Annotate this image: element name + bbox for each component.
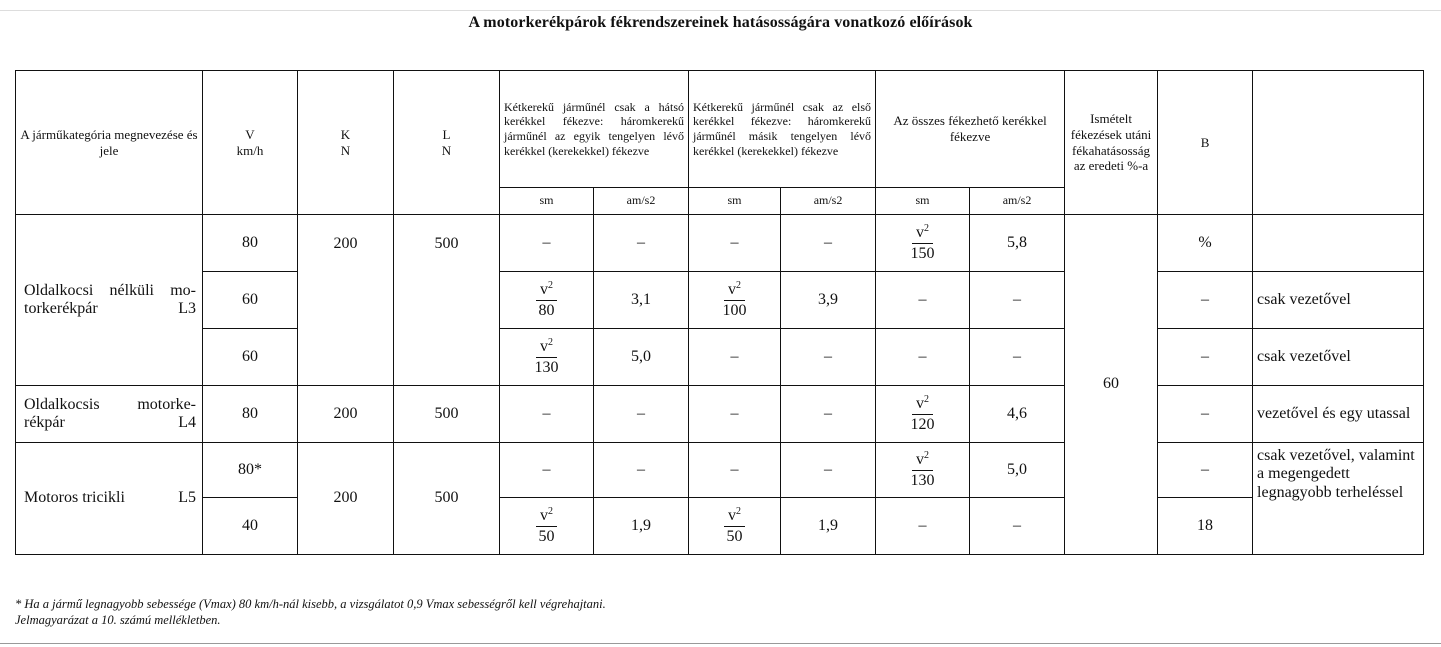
category-l4: Oldalkocsis motorke- rékpár L4 bbox=[16, 386, 203, 443]
sub-sm-rear: sm bbox=[500, 188, 594, 215]
cell-note: csak vezetővel, valamint a megengedett legnagyobb terheléssel bbox=[1253, 443, 1424, 555]
cell-all-am: 5,8 bbox=[970, 215, 1065, 272]
table-row bbox=[16, 443, 1424, 498]
table-row bbox=[16, 215, 1424, 272]
sub-am-rear: am/s2 bbox=[594, 188, 689, 215]
category-l5: Motoros tricikli L5 bbox=[16, 443, 203, 555]
cell-v: 60 bbox=[203, 329, 298, 386]
cell-rear-sm: $\frac{v^2}{80}$ bbox=[500, 272, 594, 329]
cell-front-am: – bbox=[781, 386, 876, 443]
cell-v: 80* bbox=[203, 443, 298, 498]
cell-all-am: – bbox=[970, 329, 1065, 386]
cell-all-am: – bbox=[970, 498, 1065, 555]
cell-rear-am: 5,0 bbox=[594, 329, 689, 386]
cell-front-sm: $\frac{v^2}{50}$ bbox=[689, 498, 781, 555]
cell-rear-am: 1,9 bbox=[594, 498, 689, 555]
top-scan-line bbox=[0, 10, 1441, 11]
cell-all-am: 4,6 bbox=[970, 386, 1065, 443]
cell-k: 200 bbox=[298, 386, 394, 443]
cell-all-sm: $\frac{v^2}{130}$ bbox=[876, 443, 970, 498]
cell-l: 500 bbox=[394, 215, 500, 386]
cell-note bbox=[1253, 215, 1424, 272]
cell-rear-sm: – bbox=[500, 386, 594, 443]
table-row bbox=[16, 498, 1424, 555]
cell-v: 60 bbox=[203, 272, 298, 329]
sub-sm-all: sm bbox=[876, 188, 970, 215]
table-row bbox=[16, 386, 1424, 443]
header-l: L N bbox=[394, 71, 500, 215]
cell-rear-am: – bbox=[594, 215, 689, 272]
footnote-line-1: * Ha a jármű legnagyobb sebessége (Vmax) 80 km/h-nál kisebb, a vizsgálatot 0,9 Vmax sebességről kell végrehajtani. bbox=[15, 597, 606, 611]
footnote-line-2: Jelmagyarázat a 10. számú mellékletben. bbox=[15, 613, 221, 627]
header-repeated: Ismételt fékezések utáni fékahatásosság az eredeti %-a bbox=[1065, 71, 1158, 215]
cell-front-am: – bbox=[781, 215, 876, 272]
cell-v: 80 bbox=[203, 386, 298, 443]
cell-rear-sm: $\frac{v^2}{50}$ bbox=[500, 498, 594, 555]
header-front-brake: Kétkerekű járműnél csak az első kerékkel fékezve: háromkerekű járműnél másik tengelyen lévő kerékkel (kerekekkel) fékezve bbox=[689, 71, 876, 188]
header-k: K N bbox=[298, 71, 394, 215]
header-category: A járműkategória megnevezése és jele bbox=[16, 71, 203, 215]
cell-l: 500 bbox=[394, 443, 500, 555]
header-row bbox=[16, 71, 1424, 188]
cell-front-am: – bbox=[781, 443, 876, 498]
cell-rear-am: – bbox=[594, 443, 689, 498]
category-l3: Oldalkocsi nélküli mo- torkerékpár L3 bbox=[16, 215, 203, 386]
cell-l: 500 bbox=[394, 386, 500, 443]
cell-b: – bbox=[1158, 272, 1253, 329]
cell-k: 200 bbox=[298, 443, 394, 555]
cell-note: csak vezetővel bbox=[1253, 329, 1424, 386]
cell-all-sm: $\frac{v^2}{150}$ bbox=[876, 215, 970, 272]
cell-k: 200 bbox=[298, 215, 394, 386]
cell-note: csak vezetővel bbox=[1253, 272, 1424, 329]
cell-front-sm: – bbox=[689, 329, 781, 386]
cell-all-sm: – bbox=[876, 272, 970, 329]
bottom-scan-line bbox=[0, 643, 1441, 644]
cell-rear-am: 3,1 bbox=[594, 272, 689, 329]
cell-repeated: 60 bbox=[1065, 215, 1158, 555]
cell-rear-sm: – bbox=[500, 215, 594, 272]
cell-all-sm: – bbox=[876, 329, 970, 386]
regulation-table bbox=[15, 70, 1424, 555]
cell-all-sm: $\frac{v^2}{120}$ bbox=[876, 386, 970, 443]
header-v: V km/h bbox=[203, 71, 298, 215]
cell-v: 40 bbox=[203, 498, 298, 555]
sub-sm-front: sm bbox=[689, 188, 781, 215]
table-row bbox=[16, 329, 1424, 386]
header-all-brake: Az összes fékezhető kerékkel fékezve bbox=[876, 71, 1065, 188]
cell-front-am: – bbox=[781, 329, 876, 386]
cell-all-sm: – bbox=[876, 498, 970, 555]
cell-b: – bbox=[1158, 329, 1253, 386]
sub-am-front: am/s2 bbox=[781, 188, 876, 215]
cell-b: % bbox=[1158, 215, 1253, 272]
cell-rear-sm: $\frac{v^2}{130}$ bbox=[500, 329, 594, 386]
cell-front-sm: – bbox=[689, 215, 781, 272]
cell-b: – bbox=[1158, 443, 1253, 498]
cell-rear-am: – bbox=[594, 386, 689, 443]
header-b: B bbox=[1158, 71, 1253, 215]
cell-all-am: – bbox=[970, 272, 1065, 329]
header-notes-empty bbox=[1253, 71, 1424, 215]
cell-front-sm: – bbox=[689, 386, 781, 443]
sub-am-all: am/s2 bbox=[970, 188, 1065, 215]
cell-all-am: 5,0 bbox=[970, 443, 1065, 498]
footnote bbox=[15, 596, 606, 628]
cell-front-am: 3,9 bbox=[781, 272, 876, 329]
cell-b: 18 bbox=[1158, 498, 1253, 555]
cell-rear-sm: – bbox=[500, 443, 594, 498]
cell-front-sm: – bbox=[689, 443, 781, 498]
cell-note: vezetővel és egy utassal bbox=[1253, 386, 1424, 443]
cell-front-am: 1,9 bbox=[781, 498, 876, 555]
page-title: A motorkerékpárok fékrendszereinek hatásosságára vonatkozó előírások bbox=[468, 14, 973, 31]
header-rear-brake: Kétkerekű járműnél csak a hátsó kerékkel fékezve: háromkerekű járműnél az egyik tengelyen lévő kerékkel (kerekekkel) fékezve bbox=[500, 71, 689, 188]
cell-v: 80 bbox=[203, 215, 298, 272]
cell-b: – bbox=[1158, 386, 1253, 443]
table-row bbox=[16, 272, 1424, 329]
cell-front-sm: $\frac{v^2}{100}$ bbox=[689, 272, 781, 329]
